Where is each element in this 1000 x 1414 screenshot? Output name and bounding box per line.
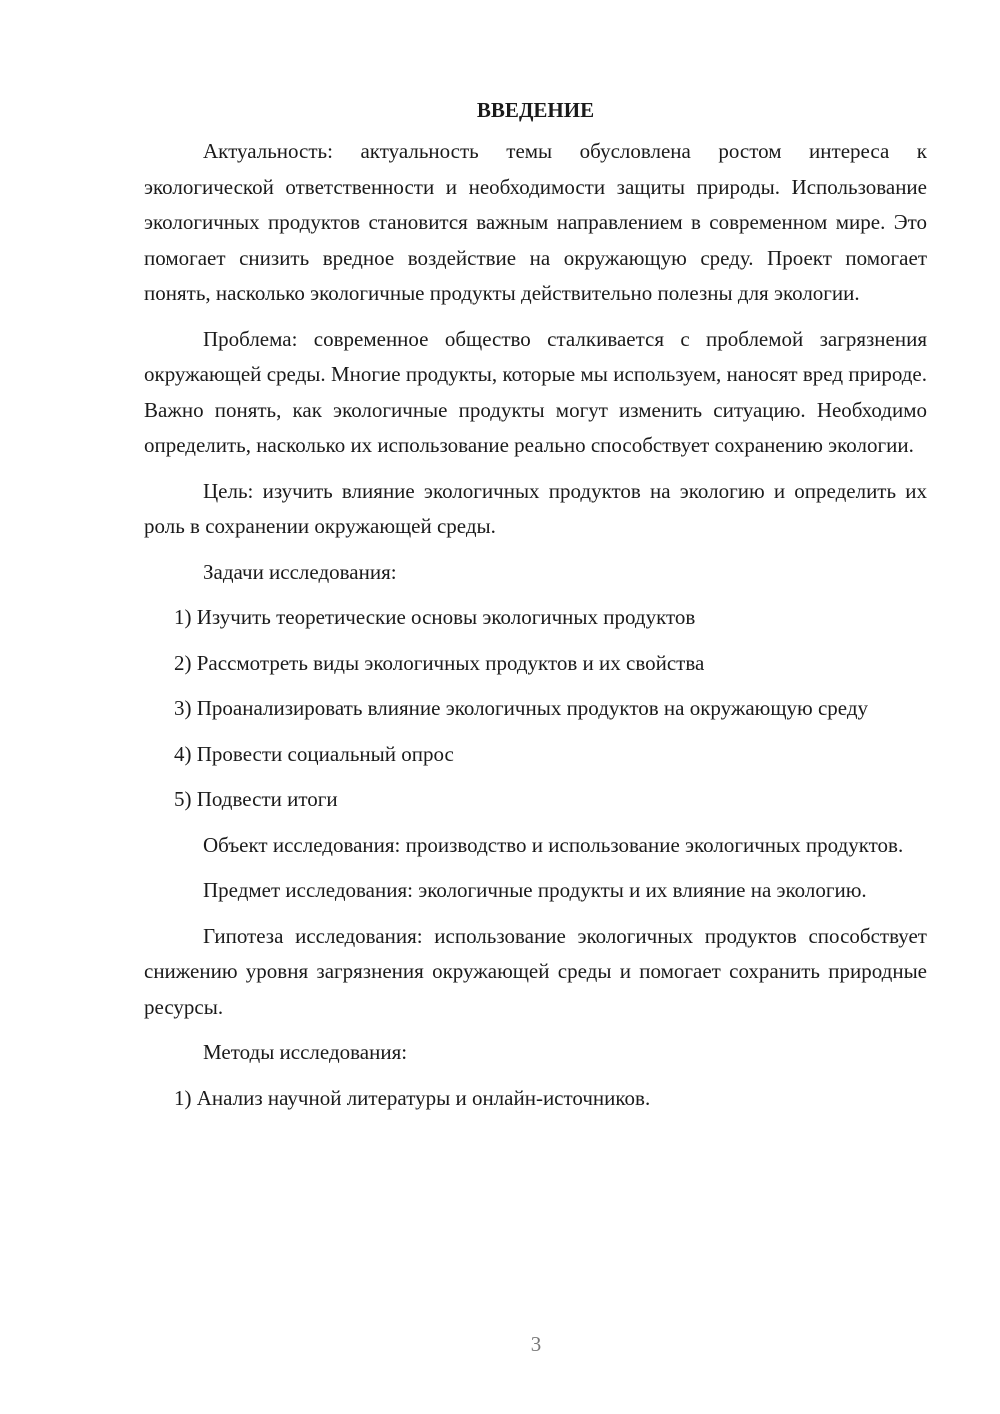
- problem-paragraph: Проблема: современное общество сталкивается с проблемой загрязнения окружающей среды. Многие продукты, которые мы используем, наносят вред природе. Важно понять, как экологичные продукты могут изменить ситуацию. Необходимо определить, насколько их использование реально способствует сохранению экологии.: [144, 326, 927, 457]
- hypothesis-paragraph: Гипотеза исследования: использование экологичных продуктов способствует снижению уровня загрязнения окружающей среды и помогает сохранить природные ресурсы.: [144, 923, 927, 1019]
- task-item-3: 3) Проанализировать влияние экологичных продуктов на окружающую среду: [174, 696, 869, 720]
- page-number: 3: [530, 1332, 542, 1356]
- page-content: [144, 96, 927, 1126]
- task-item-5: 5) Подвести итоги: [174, 787, 338, 811]
- relevance-paragraph: Актуальность: актуальность темы обусловлена ростом интереса к экологической ответственности и необходимости защиты природы. Использование экологичных продуктов становится важным направлением в современном мире. Это помогает снизить вредное воздействие на окружающую среду. Проект помогает понять, насколько экологичные продукты действительно полезны для экологии.: [144, 139, 927, 305]
- goal-paragraph: Цель: изучить влияние экологичных продуктов на экологию и определить их роль в сохранении окружающей среды.: [144, 478, 927, 538]
- subject-paragraph: Предмет исследования: экологичные продукты и их влияние на экологию.: [203, 878, 867, 902]
- tasks-heading: Задачи исследования:: [203, 559, 397, 584]
- page-title: ВВЕДЕНИЕ: [476, 98, 595, 122]
- task-item-1: 1) Изучить теоретические основы экологичных продуктов: [174, 605, 696, 629]
- methods-heading: Методы исследования:: [203, 1040, 408, 1064]
- task-item-2: 2) Рассмотреть виды экологичных продуктов и их свойства: [174, 650, 705, 675]
- task-item-4: 4) Провести социальный опрос: [174, 741, 454, 766]
- method-item-1: 1) Анализ научной литературы и онлайн-источников.: [174, 1085, 651, 1110]
- object-paragraph: Объект исследования: производство и использование экологичных продуктов.: [203, 832, 904, 857]
